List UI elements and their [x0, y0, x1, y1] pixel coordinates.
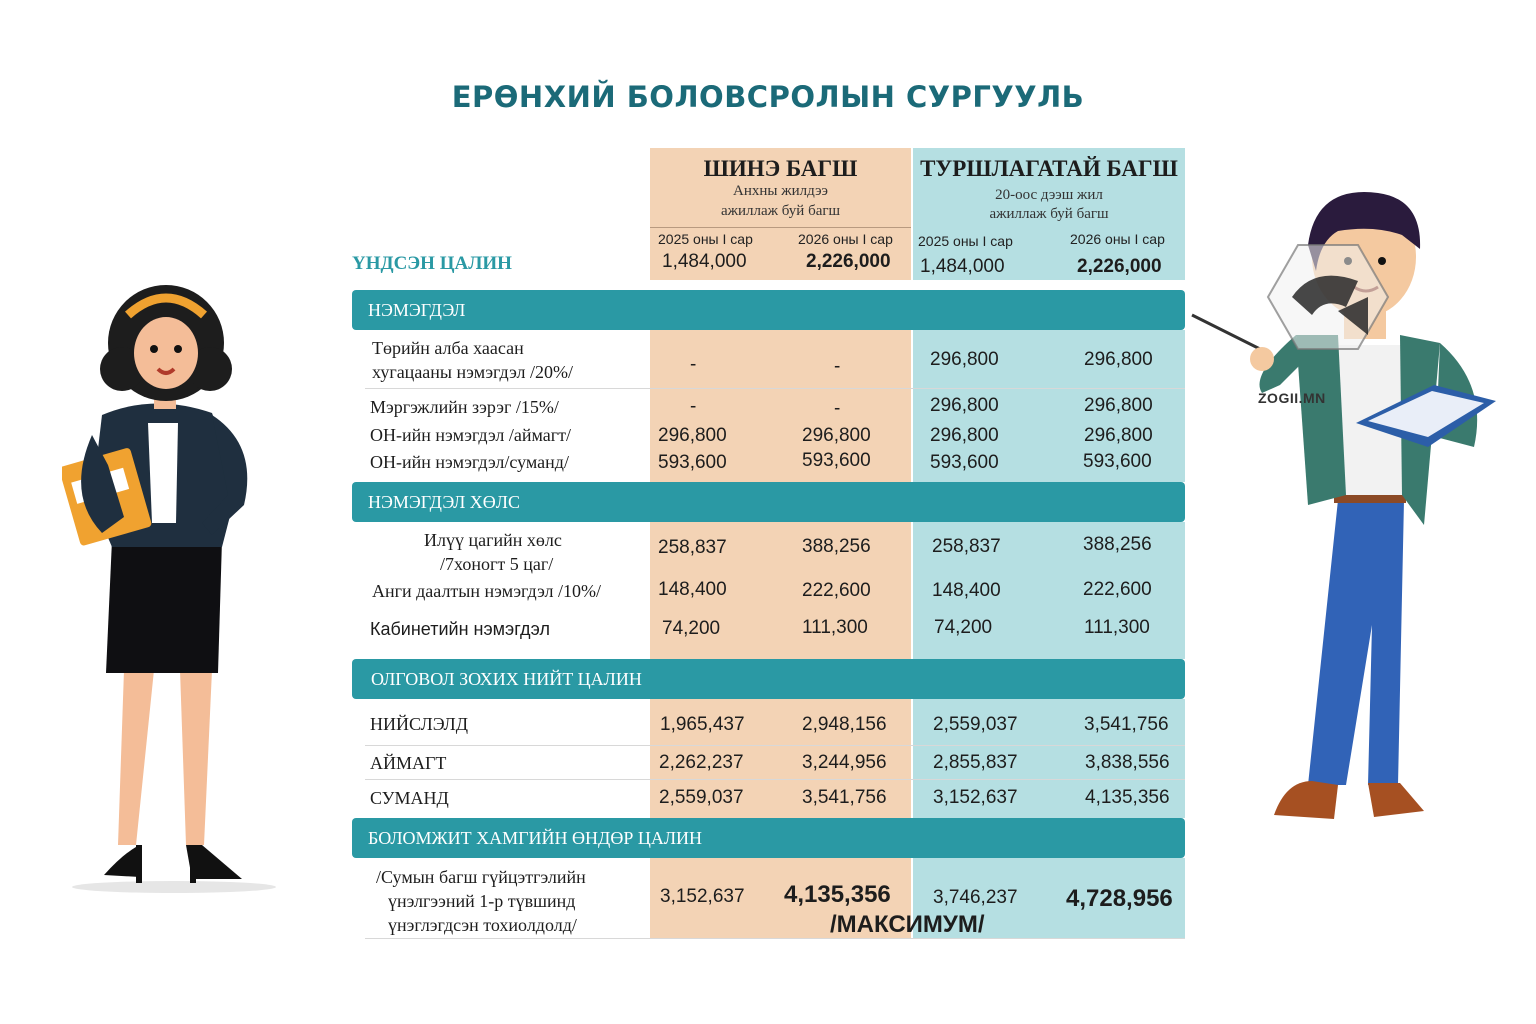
watermark-text: ZOGII.MN — [1258, 390, 1326, 406]
cell: 296,800 — [930, 349, 999, 370]
row-divider — [365, 938, 1185, 939]
cell: 3,244,956 — [802, 752, 887, 773]
row-divider — [365, 779, 1185, 780]
cell: 74,200 — [662, 618, 721, 639]
cell: 3,746,237 — [933, 887, 1018, 908]
row-label: ОН-ийн нэмэгдэл/суманд/ — [370, 452, 569, 472]
cell: 4,135,356 — [1085, 787, 1170, 808]
cell: 296,800 — [930, 425, 999, 446]
cell: 3,541,756 — [1084, 714, 1169, 735]
cell: - — [834, 356, 841, 377]
row-label: Мэргэжлийн зэрэг /15%/ — [370, 397, 559, 417]
cell: 2,559,037 — [659, 787, 744, 808]
section-allowance-pay-header: НЭМЭГДЭЛ ХӨЛС — [352, 482, 1185, 522]
row-label: Анги даалтын нэмэгдэл /10%/ — [372, 581, 602, 601]
male-teacher-illustration — [1188, 185, 1508, 835]
new-teacher-title: ШИНЭ БАГШ — [703, 156, 858, 181]
cell: 2,855,837 — [933, 752, 1018, 773]
base-new-2025: 1,484,000 — [662, 251, 747, 272]
cell: 2,262,237 — [659, 752, 744, 773]
max-new-value: 4,135,356 — [784, 881, 891, 908]
maximum-label: /МАКСИМУМ/ — [830, 911, 985, 938]
exp-teacher-title: ТУРШЛАГАТАЙ БАГШ — [920, 156, 1178, 181]
female-teacher-illustration — [62, 285, 282, 895]
row-label: үнэлгээний 1-р түвшинд — [388, 891, 576, 911]
cell: 3,541,756 — [802, 787, 887, 808]
row-label: СУМАНД — [370, 788, 449, 808]
base-new-2026: 2,226,000 — [806, 251, 891, 272]
cell: 388,256 — [1083, 534, 1152, 555]
row-label: Төрийн алба хаасан — [372, 338, 524, 358]
cell: 296,800 — [1084, 425, 1153, 446]
cell: 222,600 — [1083, 579, 1152, 600]
cell: 3,152,637 — [660, 886, 745, 907]
row-label: Кабинетийн нэмэгдэл — [370, 619, 550, 639]
cell: 2,948,156 — [802, 714, 887, 735]
row-label: ОН-ийн нэмэгдэл /аймагт/ — [370, 425, 572, 445]
row-label: /Сумын багш гүйцэтгэлийн — [376, 867, 586, 887]
cell: 3,838,556 — [1085, 752, 1170, 773]
cell: 593,600 — [1083, 451, 1152, 472]
cell: 3,152,637 — [933, 787, 1018, 808]
cell: 258,837 — [932, 536, 1001, 557]
cell: 593,600 — [802, 450, 871, 471]
row-divider — [365, 745, 1185, 746]
cell: 296,800 — [802, 425, 871, 446]
row-divider — [365, 388, 1185, 389]
cell: - — [690, 396, 697, 417]
cell: 296,800 — [1084, 349, 1153, 370]
row-label: /7хоногт 5 цаг/ — [440, 554, 554, 574]
new-teacher-sub2: ажиллаж буй багш — [720, 203, 841, 219]
section-allowance-header: НЭМЭГДЭЛ — [352, 290, 1185, 330]
exp-year1: 2025 оны I сар — [918, 233, 1013, 249]
cell: 593,600 — [930, 452, 999, 473]
base-exp-2026: 2,226,000 — [1077, 256, 1162, 277]
exp-year2: 2026 оны I сар — [1070, 231, 1165, 247]
cell: 593,600 — [658, 452, 727, 473]
cell: 111,300 — [802, 617, 868, 638]
cell: 2,559,037 — [933, 714, 1018, 735]
new-year1: 2025 оны I сар — [658, 231, 753, 247]
cell: 148,400 — [932, 580, 1001, 601]
base-exp-2025: 1,484,000 — [920, 256, 1005, 277]
cell: - — [690, 354, 697, 375]
base-salary-label: ҮНДСЭН ЦАЛИН — [352, 253, 512, 274]
section-total-header: ОЛГОВОЛ ЗОХИХ НИЙТ ЦАЛИН — [352, 659, 1185, 699]
cell: 296,800 — [1084, 395, 1153, 416]
cell: 388,256 — [802, 536, 871, 557]
new-teacher-sub1: Анхны жилдээ — [733, 183, 828, 199]
cell: 111,300 — [1084, 617, 1150, 638]
page-title: ЕРӨНХИЙ БОЛОВСРОЛЫН СУРГУУЛЬ — [451, 80, 1085, 114]
cell: 296,800 — [930, 395, 999, 416]
cell: 258,837 — [658, 537, 727, 558]
max-exp-value: 4,728,956 — [1066, 885, 1173, 912]
row-label: НИЙСЛЭЛД — [370, 714, 468, 734]
cell: - — [834, 398, 841, 419]
row-label: Илүү цагийн хөлс — [424, 530, 562, 550]
exp-teacher-sub2: ажиллаж буй багш — [989, 206, 1109, 222]
cell: 222,600 — [802, 580, 871, 601]
cell: 1,965,437 — [660, 714, 745, 735]
cell: 296,800 — [658, 425, 727, 446]
exp-teacher-sub1: 20-оос дээш жил — [995, 187, 1103, 203]
section-max-header: БОЛОМЖИТ ХАМГИЙН ӨНДӨР ЦАЛИН — [352, 818, 1185, 858]
cell: 74,200 — [934, 617, 993, 638]
row-label: үнэглэгдсэн тохиолдолд/ — [388, 915, 577, 935]
new-year2: 2026 оны I сар — [798, 231, 893, 247]
header-divider — [650, 227, 911, 228]
row-label: АЙМАГТ — [370, 753, 447, 773]
cell: 148,400 — [658, 579, 727, 600]
row-label: хугацааны нэмэгдэл /20%/ — [372, 362, 574, 382]
